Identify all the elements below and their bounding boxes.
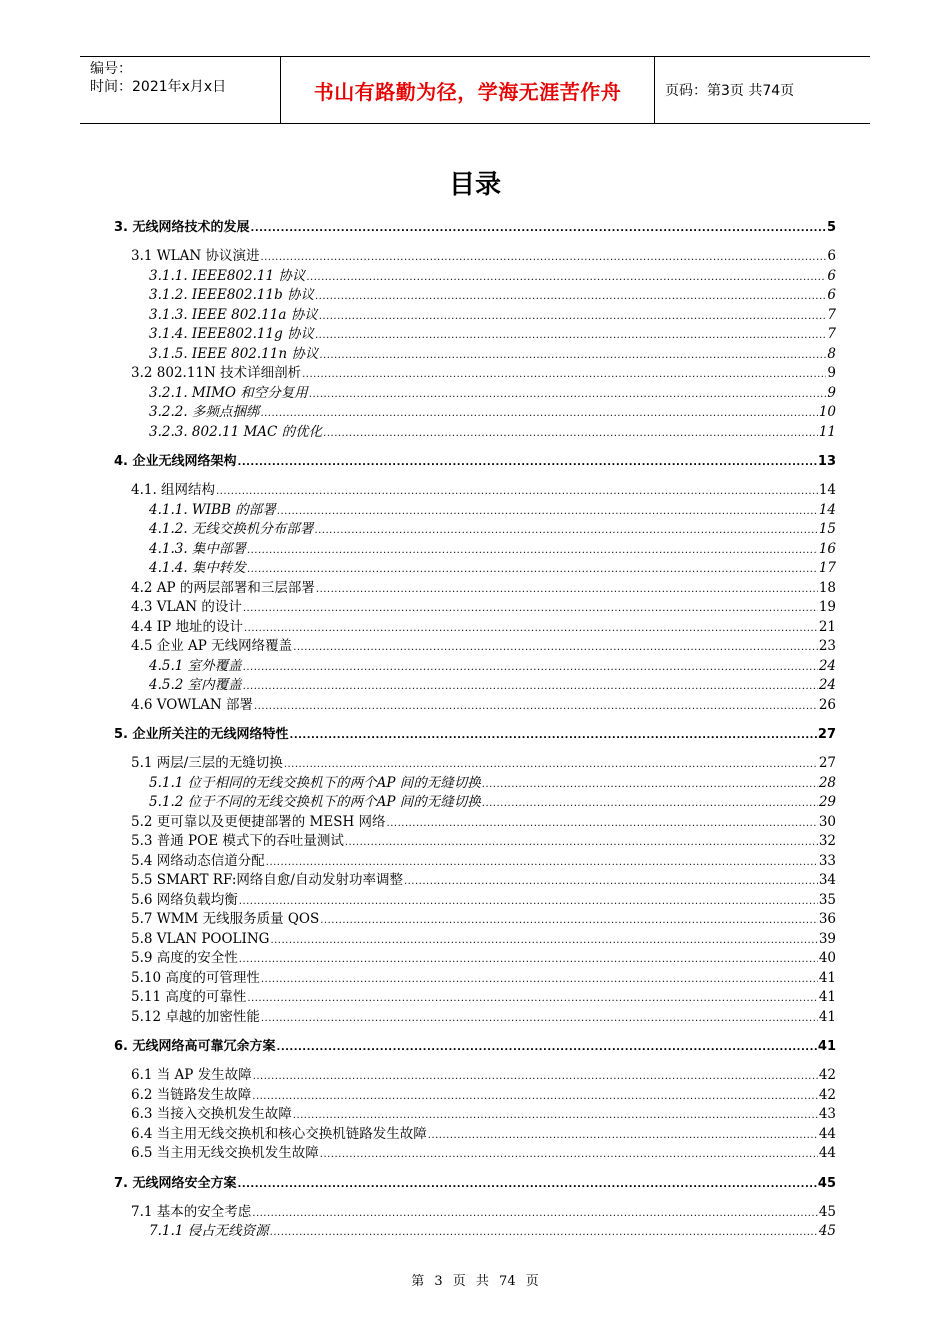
toc-entry-title: 3.1.3. IEEE 802.11a 协议 <box>149 306 318 323</box>
toc-entry-page: 16 <box>818 540 836 557</box>
toc-entry-title: 3.1.1. IEEE802.11 协议 <box>149 267 306 284</box>
toc-entry[interactable] <box>131 598 836 617</box>
toc-entry-title: 5.8 VLAN POOLING <box>131 930 270 947</box>
toc-entry[interactable] <box>114 218 836 237</box>
toc-leader-dots <box>302 365 826 384</box>
toc-entry-title: 6. 无线网络高可靠冗余方案 <box>114 1039 276 1054</box>
toc-entry-page: 45 <box>817 1175 836 1191</box>
toc-entry[interactable] <box>149 403 836 422</box>
toc-entry[interactable] <box>131 481 836 500</box>
toc-entry-title: 4. 企业无线网络架构 <box>114 454 237 469</box>
toc-entry-page: 13 <box>817 454 836 469</box>
page-footer: 第 3 页 共 74 页 <box>411 1274 539 1289</box>
toc-leader-dots <box>323 424 818 443</box>
toc-entry[interactable] <box>131 1144 836 1163</box>
toc-entry[interactable] <box>149 286 836 305</box>
toc-leader-dots <box>315 326 826 345</box>
toc-entry[interactable] <box>131 910 836 929</box>
toc-entry[interactable] <box>131 364 836 383</box>
toc-entry-page: 44 <box>818 1145 836 1161</box>
toc-entry-title: 4.1.4. 集中转发 <box>149 560 246 576</box>
toc-entry-page: 41 <box>817 1039 836 1054</box>
toc-entry[interactable] <box>131 1105 836 1124</box>
toc-leader-dots <box>306 268 826 287</box>
toc-entry-page: 29 <box>818 794 836 810</box>
toc-entry-page: 9 <box>827 365 836 381</box>
toc-entry[interactable] <box>149 306 836 325</box>
toc-entry-page: 26 <box>818 696 836 713</box>
toc-entry-page: 11 <box>818 423 836 440</box>
toc-entry-title: 4.3 VLAN 的设计 <box>131 599 242 615</box>
toc-entry-page: 42 <box>818 1067 836 1083</box>
toc-entry-page: 36 <box>818 911 836 927</box>
toc-entry[interactable] <box>149 345 836 364</box>
toc-entry-title: 7.1 基本的安全考虑 <box>131 1203 252 1220</box>
toc-entry-title: 5.3 普通 POE 模式下的吞吐量测试 <box>131 833 344 849</box>
toc-entry-page: 7 <box>827 306 836 323</box>
toc-entry[interactable] <box>149 559 836 578</box>
toc-entry[interactable] <box>149 384 836 403</box>
toc-entry[interactable] <box>149 676 836 695</box>
toc-leader-dots <box>260 404 817 423</box>
toc-entry[interactable] <box>149 540 836 559</box>
toc-entry-title: 5. 企业所关注的无线网络特性 <box>114 727 289 742</box>
toc-entry-title: 3.2.3. 802.11 MAC 的优化 <box>149 423 323 440</box>
toc-entry[interactable] <box>131 988 836 1007</box>
toc-leader-dots <box>260 248 826 267</box>
toc-entry[interactable] <box>131 891 836 910</box>
toc-entry[interactable] <box>131 247 836 266</box>
toc-entry-title: 4.5.1 室外覆盖 <box>149 657 242 674</box>
toc-entry-title: 3.1.4. IEEE802.11g 协议 <box>149 326 314 342</box>
toc-entry[interactable] <box>131 852 836 871</box>
toc-entry-page: 7 <box>827 326 836 342</box>
toc-entry-page: 32 <box>818 833 836 849</box>
toc-entry[interactable] <box>131 637 836 656</box>
toc-leader-dots <box>320 911 818 930</box>
toc-entry-title: 5.1.1 位于相同的无线交换机下的两个AP 间的无缝切换 <box>149 774 481 791</box>
page-title: 目录 <box>448 170 501 200</box>
toc-leader-dots <box>238 1175 817 1194</box>
toc-entry-title: 5.10 高度的可管理性 <box>131 969 260 986</box>
toc-entry-title: 5.5 SMART RF:网络自愈/自动发射功率调整 <box>131 872 403 888</box>
toc-entry-page: 27 <box>817 727 836 742</box>
toc-entry-title: 3.1.2. IEEE802.11b 协议 <box>149 287 314 303</box>
toc-leader-dots <box>266 853 818 872</box>
toc-leader-dots <box>261 970 818 989</box>
toc-entry-title: 3.2.1. MIMO 和空分复用 <box>149 384 308 401</box>
header-number-label: 编号： <box>90 61 132 77</box>
toc-entry[interactable] <box>149 793 836 812</box>
toc-entry[interactable] <box>149 1222 836 1241</box>
toc-entry-title: 4.4 IP 地址的设计 <box>131 618 243 635</box>
toc-leader-dots <box>253 1067 818 1086</box>
toc-entry[interactable] <box>131 1086 836 1105</box>
toc-entry-page: 34 <box>818 872 836 888</box>
toc-leader-dots <box>293 638 818 657</box>
toc-leader-dots <box>314 521 817 540</box>
toc-leader-dots <box>319 346 826 365</box>
toc-leader-dots <box>320 1145 818 1164</box>
toc-entry-page: 28 <box>818 774 836 791</box>
toc-leader-dots <box>243 677 818 696</box>
toc-leader-dots <box>251 219 826 238</box>
toc-entry-page: 17 <box>818 560 836 576</box>
toc-entry-page: 6 <box>827 248 836 264</box>
toc-entry[interactable] <box>131 618 836 637</box>
toc-entry-page: 40 <box>818 950 836 966</box>
toc-entry-page: 45 <box>818 1223 836 1239</box>
toc-entry-title: 3. 无线网络技术的发展 <box>114 220 250 235</box>
toc-leader-dots <box>261 1009 818 1028</box>
page-header <box>80 56 870 124</box>
toc-entry[interactable] <box>114 452 836 471</box>
toc-entry-page: 39 <box>818 930 836 947</box>
toc-entry-page: 27 <box>818 755 836 771</box>
toc-entry-title: 5.9 高度的安全性 <box>131 950 238 966</box>
toc-entry-title: 4.6 VOWLAN 部署 <box>131 696 254 713</box>
toc-entry-page: 15 <box>818 521 836 537</box>
toc-leader-dots <box>315 287 826 306</box>
toc-entry-page: 10 <box>818 404 836 420</box>
toc-leader-dots <box>482 775 818 794</box>
header-page-info: 页码：第3页 共74页 <box>665 83 795 99</box>
toc-entry-page: 43 <box>818 1106 836 1122</box>
toc-entry-title: 4.2 AP 的两层部署和三层部署 <box>131 579 315 596</box>
toc-entry[interactable] <box>149 423 836 442</box>
toc-entry-title: 4.1.1. WIBB 的部署 <box>149 501 276 518</box>
toc-leader-dots <box>345 833 818 852</box>
toc-entry[interactable] <box>131 930 836 949</box>
toc-leader-dots <box>277 1038 817 1057</box>
toc-entry-page: 21 <box>818 618 836 635</box>
toc-entry-page: 8 <box>827 345 836 362</box>
toc-leader-dots <box>293 1106 818 1125</box>
toc-entry[interactable] <box>114 1174 836 1193</box>
toc-entry-title: 5.4 网络动态信道分配 <box>131 852 265 869</box>
toc-leader-dots <box>309 385 827 404</box>
toc-entry-page: 14 <box>818 482 836 498</box>
toc-leader-dots <box>252 1087 818 1106</box>
toc-entry-title: 7.1.1 侵占无线资源 <box>149 1223 269 1239</box>
toc-entry[interactable] <box>149 520 836 539</box>
toc-leader-dots <box>243 658 818 677</box>
toc-entry[interactable] <box>131 696 836 715</box>
toc-entry-page: 5 <box>826 220 836 235</box>
toc-leader-dots <box>277 502 818 521</box>
header-time-label: 时间：2021年x月x日 <box>90 79 227 95</box>
toc-leader-dots <box>239 950 818 969</box>
toc-entry[interactable] <box>131 949 836 968</box>
toc-leader-dots <box>482 794 818 813</box>
toc-leader-dots <box>319 307 827 326</box>
toc-leader-dots <box>404 872 818 891</box>
toc-entry-title: 6.3 当接入交换机发生故障 <box>131 1106 292 1122</box>
toc-leader-dots <box>247 989 817 1008</box>
toc-entry-title: 5.11 高度的可靠性 <box>131 989 247 1005</box>
toc-leader-dots <box>247 560 818 579</box>
toc-leader-dots <box>284 755 818 774</box>
toc-entry-title: 3.1.5. IEEE 802.11n 协议 <box>149 345 319 362</box>
toc-entry-page: 45 <box>818 1203 836 1220</box>
toc-entry-title: 5.1.2 位于不同的无线交换机下的两个AP 间的无缝切换 <box>149 794 481 810</box>
toc-entry[interactable] <box>131 1066 836 1085</box>
toc-entry[interactable] <box>114 1037 836 1056</box>
toc-entry-title: 5.2 更可靠以及更便捷部署的 MESH 网络 <box>131 813 386 830</box>
toc-entry-page: 19 <box>818 599 836 615</box>
toc-leader-dots <box>238 453 817 472</box>
toc-entry-title: 4.1. 组网结构 <box>131 482 216 498</box>
toc-entry[interactable] <box>131 813 836 832</box>
toc-entry[interactable] <box>131 754 836 773</box>
toc-entry[interactable] <box>131 871 836 890</box>
toc-entry-title: 6.2 当链路发生故障 <box>131 1086 252 1103</box>
toc-leader-dots <box>243 599 818 618</box>
toc-entry-page: 42 <box>818 1086 836 1103</box>
toc-entry-title: 3.2.2. 多频点捆绑 <box>149 404 260 420</box>
toc-entry[interactable] <box>149 267 836 286</box>
toc-leader-dots <box>270 931 817 950</box>
toc-entry-title: 5.1 两层/三层的无缝切换 <box>131 755 283 771</box>
toc-entry[interactable] <box>131 1125 836 1144</box>
toc-entry-title: 4.1.3. 集中部署 <box>149 540 246 557</box>
toc-leader-dots <box>428 1126 818 1145</box>
toc-entry-title: 6.5 当主用无线交换机发生故障 <box>131 1145 319 1161</box>
toc-entry-page: 35 <box>818 891 836 908</box>
toc-entry-title: 4.1.2. 无线交换机分布部署 <box>149 521 314 537</box>
toc-entry-title: 6.4 当主用无线交换机和核心交换机链路发生故障 <box>131 1125 427 1142</box>
toc-entry-page: 24 <box>818 657 836 674</box>
toc-entry-page: 18 <box>818 579 836 596</box>
toc-leader-dots <box>316 580 818 599</box>
header-meta <box>80 57 281 123</box>
toc-entry-page: 44 <box>818 1125 836 1142</box>
toc-leader-dots <box>254 697 818 716</box>
toc-entry[interactable] <box>114 725 836 744</box>
toc-entry-title: 4.5.2 室内覆盖 <box>149 677 242 693</box>
toc-leader-dots <box>216 482 818 501</box>
toc-entry-page: 41 <box>818 1008 836 1025</box>
toc-leader-dots <box>247 541 818 560</box>
header-motto: 书山有路勤为径，学海无涯苦作舟 <box>281 57 655 123</box>
toc-entry-title: 6.1 当 AP 发生故障 <box>131 1067 252 1083</box>
toc-entry-title: 7. 无线网络安全方案 <box>114 1175 237 1191</box>
toc-entry-page: 14 <box>818 501 836 518</box>
toc-leader-dots <box>290 726 817 745</box>
toc-entry[interactable] <box>131 969 836 988</box>
toc-entry[interactable] <box>149 501 836 520</box>
toc-entry[interactable] <box>131 1203 836 1222</box>
toc-entry[interactable] <box>131 832 836 851</box>
toc-entry-page: 24 <box>818 677 836 693</box>
toc-leader-dots <box>270 1223 818 1242</box>
toc-entry-title: 3.2 802.11N 技术详细剖析 <box>131 365 302 381</box>
toc-entry-title: 4.5 企业 AP 无线网络覆盖 <box>131 638 293 654</box>
toc-entry-page: 41 <box>818 989 836 1005</box>
toc-entry-title: 5.7 WMM 无线服务质量 QOS <box>131 911 320 927</box>
toc-entry-page: 30 <box>818 813 836 830</box>
toc-leader-dots <box>252 1204 818 1223</box>
toc-entry-page: 33 <box>818 852 836 869</box>
toc-leader-dots <box>239 892 818 911</box>
toc-entry-page: 23 <box>818 638 836 654</box>
toc-leader-dots <box>244 619 818 638</box>
toc-entry-page: 41 <box>818 969 836 986</box>
toc-entry-page: 6 <box>827 287 836 303</box>
toc-entry[interactable] <box>149 325 836 344</box>
toc-entry[interactable] <box>131 1008 836 1027</box>
toc-entry[interactable] <box>149 657 836 676</box>
toc-entry-title: 3.1 WLAN 协议演进 <box>131 248 260 264</box>
toc-entry-title: 5.6 网络负载均衡 <box>131 891 238 908</box>
toc-entry[interactable] <box>131 579 836 598</box>
toc-entry-title: 5.12 卓越的加密性能 <box>131 1008 260 1025</box>
toc-entry-page: 9 <box>827 384 836 401</box>
toc-entry-page: 6 <box>827 267 836 284</box>
toc-entry[interactable] <box>149 774 836 793</box>
toc-leader-dots <box>387 814 818 833</box>
